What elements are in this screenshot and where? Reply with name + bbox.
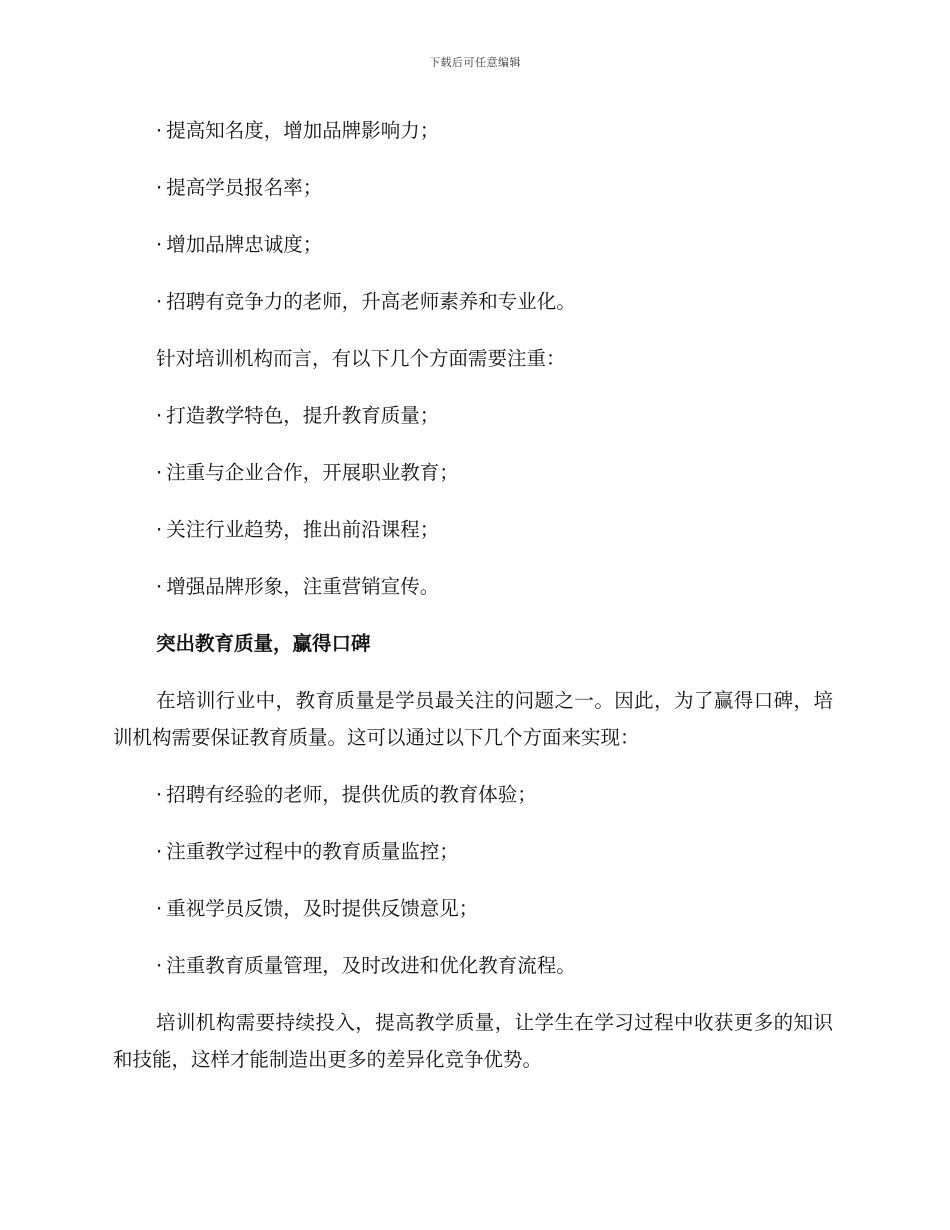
bullet-marker: · [156,233,163,256]
list-item [156,112,833,149]
bullet-marker: · [156,404,163,427]
bullet-marker: · [156,840,163,863]
bullet-marker: · [156,518,163,541]
list-item-text: 重视学员反馈，及时提供反馈意见； [166,897,479,920]
bullet-marker: · [156,783,163,806]
document-body [113,112,833,1098]
bullet-marker: · [156,119,163,142]
list-item-text: 增加品牌忠诚度； [166,233,323,256]
bullet-marker: · [156,897,163,920]
list-item-text: 招聘有竞争力的老师，升高老师素养和专业化。 [166,290,576,313]
list-item [156,947,833,984]
list-item [156,833,833,870]
bullet-marker: · [156,954,163,977]
list-item-text: 注重教学过程中的教育质量监控； [166,840,459,863]
list-item [156,890,833,927]
paragraph: 在培训行业中，教育质量是学员最关注的问题之一。因此，为了赢得口碑，培训机构需要保证教育质量。这可以通过以下几个方面来实现： [113,689,833,749]
list-item [156,226,833,263]
list-item [156,169,833,206]
bullet-marker: · [156,176,163,199]
list-item [156,454,833,491]
list-item [156,397,833,434]
bullet-marker: · [156,290,163,313]
paragraph: 培训机构需要持续投入，提高教学质量，让学生在学习过程中收获更多的知识和技能，这样才能制造出更多的差异化竞争优势。 [113,1011,833,1071]
list-item [156,568,833,605]
section-heading: 突出教育质量，赢得口碑 [156,632,371,655]
list-item-text: 增强品牌形象，注重营销宣传。 [166,575,440,598]
paragraph: 针对培训机构而言，有以下几个方面需要注重： [156,347,566,370]
page-header: 下载后可任意编辑 [429,56,521,69]
list-item-text: 提高知名度，增加品牌影响力； [166,119,440,142]
list-item-text: 注重与企业合作，开展职业教育； [166,461,459,484]
bullet-marker: · [156,461,163,484]
list-item-text: 提高学员报名率； [166,176,323,199]
list-item [156,511,833,548]
list-item [156,283,833,320]
list-item-text: 注重教育质量管理，及时改进和优化教育流程。 [166,954,576,977]
list-item [156,776,833,813]
bullet-marker: · [156,575,163,598]
list-item-text: 打造教学特色，提升教育质量； [166,404,440,427]
list-item-text: 招聘有经验的老师，提供优质的教育体验； [166,783,537,806]
list-item-text: 关注行业趋势，推出前沿课程； [166,518,440,541]
